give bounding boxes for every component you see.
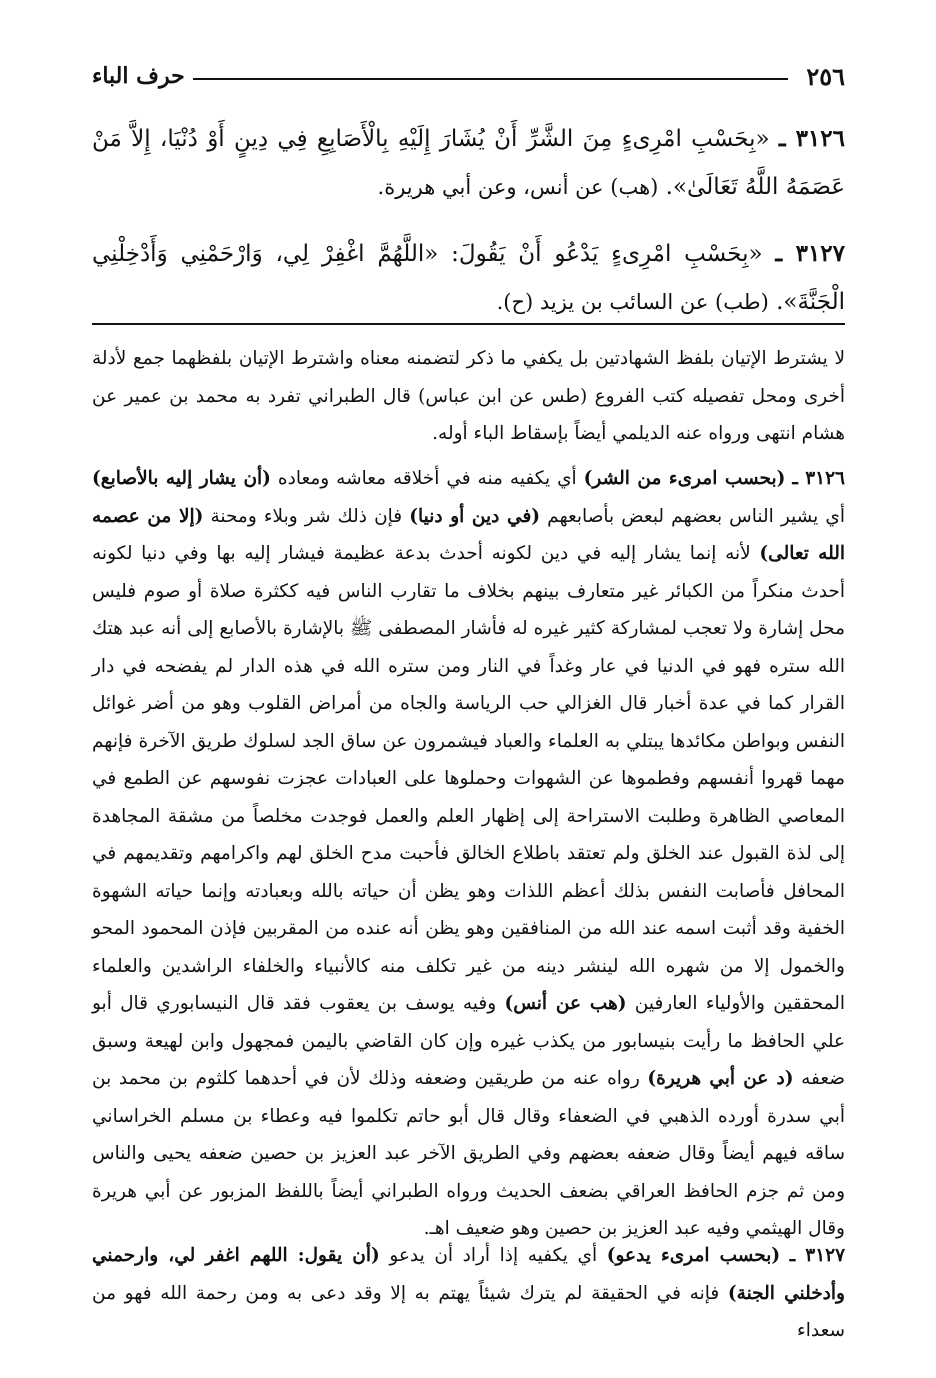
chapter-title: حرف الباء bbox=[92, 63, 185, 89]
commentary-text: أي يكفيه منه في أخلاقه معاشه ومعاده bbox=[277, 468, 577, 489]
commentary-text: لأنه إنما يشار إليه في دين لكونه أحدث بدعة عظيمة فيشار إليه بها وفي دنيا لكونه أحدث منكراً من الكبائر غير متعارف بينهم بخلاف ما تقارب الناس فيه ككثرة صلاة أو صوم فليس محل إشارة ولا تعجب لمشاركة كثير غيره له فأشار المصطفى ﷺ بالإشارة بالأصابع إلى أنه عبد هتك الله ستره فهو في الدنيا في عار وغداً في النار ومن ستره الله في هذه الدار لم يفضحه في دار القرار كما في عدة أخبار قال الغزالي حب الرياسة والجاه من أمراض القلوب وهو من أضر غوائل النفس وبواطن مكائدها يبتلي به العلماء والعباد فيشمرون عن ساق الجد لسلوك طريق الآخرة فإنهم مهما قهروا أنفسهم وفطموها عن الشهوات وحملوها على العبادات عجزت نفوسهم عن الطمع في المعاصي الظاهرة وطلبت الاستراحة إلى إظهار العلم والعمل فوجدت مخلصاً من مشقة المجاهدة إلى لذة القبول عند الخلق ولم تعتقد باطلاع الخالق فأحبت مدح الخلق لهم واكرامهم وتقديمهم في المحافل فأصابت النفس بذلك أعظم اللذات وهو يظن أن حياته بالله وبعبادته وإنما حياته الشهوة الخفية وقد أثبت اسمه عند الله من المنافقين وهو يظن أنه عنده من المقربين فإذن المحمود المحو والخمول إلا من شهره الله لينشر دينه من غير تكلف منه كالأنبياء والخلفاء الراشدين والعلماء المحققين والأولياء العارفين bbox=[92, 543, 845, 1014]
hadith-text: «بِحَسْبِ امْرِىءٍ مِنَ الشَّرِّ أَنْ يُشَارَ إِلَيْهِ بِالْأَصَابِعِ فِي دِينٍ أَوْ دُنْيَا، إِلاَّ مَنْ عَصَمَهُ اللَّهُ تَعَالَىٰ». bbox=[92, 126, 845, 200]
commentary-text: فإن ذلك شر وبلاء ومحنة bbox=[210, 505, 403, 527]
hadith-source: (هب) عن أنس، وعن أبي هريرة. bbox=[377, 175, 659, 199]
hadith-3127 bbox=[92, 230, 845, 326]
commentary-quote: (إلا من عصمه الله تعالى) bbox=[92, 505, 846, 564]
commentary-3126 bbox=[92, 460, 845, 1248]
hadith-number: ٣١٢٦ ـ bbox=[778, 125, 845, 152]
hadith-text: «بِحَسْبِ امْرِىءٍ يَدْعُو أَنْ يَقُولَ: «اللَّهُمَّ اغْفِرْ لِي، وَارْحَمْنِي وَأَدْخِلْنِي الْجَنَّةَ». bbox=[92, 241, 845, 315]
commentary-text: أي يكفيه إذا أراد أن يدعو bbox=[389, 1245, 598, 1266]
commentary-text: وفيه يوسف بن يعقوب فقد قال النيسابوري قال أبو علي الحافظ ما رأيت بنيسابور من يكذب غيره وإن كان القاضي باليمن فمجهول وابن لهيعة وسبق ضعفه bbox=[92, 993, 845, 1089]
page-header bbox=[92, 58, 845, 94]
commentary-text: لا يشترط الإتيان بلفظ الشهادتين بل يكفي ما ذكر لتضمنه معناه واشترط الإتيان بلفظهما جمع لأدلة أخرى ومحل تفصيله كتب الفروع (طس عن ابن عباس) قال الطبراني تفرد به محمد بن عمير عن هشام انتهى ورواه عنه الديلمي أيضاً بإسقاط الباء أوله. bbox=[92, 348, 845, 444]
header-rule bbox=[193, 78, 789, 80]
commentary-text: أي يشير الناس بعضهم لبعض بأصابعهم bbox=[547, 505, 845, 527]
commentary-quote: (بحسب امرىء يدعو) bbox=[606, 1245, 781, 1266]
page-number: ٢٥٦ bbox=[806, 61, 845, 91]
hadith-number: ٣١٢٧ ـ bbox=[775, 240, 846, 267]
commentary-intro bbox=[92, 340, 845, 453]
footnote-divider bbox=[92, 323, 845, 325]
commentary-quote: (أن يشار إليه بالأصابع) bbox=[92, 468, 271, 489]
commentary-number: ٣١٢٦ ـ bbox=[792, 468, 845, 489]
commentary-quote: (في دين أو دنيا) bbox=[409, 505, 541, 527]
commentary-quote: (أن يقول: اللهم اغفر لي، وارحمني وأدخلني الجنة) bbox=[92, 1245, 845, 1304]
commentary-text: رواه عنه من طريقين وضعفه وذلك لأن في أحدهما كلثوم بن محمد بن أبي سدرة أورده الذهبي في الضعفاء وقال قال أبو حاتم تكلموا فيه وعطاء بن مسلم الخراساني ساقه فيهم أيضاً وقال ضعفه بعضهم وفي الطريق الآخر عبد العزيز بن حصين ضعفه يحيى والناس ومن ثم جزم الحافظ العراقي بضعف الحديث ورواه الطبراني أيضاً باللفظ المزبور عن أبي هريرة وقال الهيثمي وفيه عبد العزيز بن حصين وهو ضعيف اهـ. bbox=[92, 1068, 845, 1239]
hadith-source: (طب) عن السائب بن يزيد (ح). bbox=[496, 290, 769, 314]
commentary-quote: (بحسب امرىء من الشر) bbox=[583, 468, 786, 489]
commentary-source: (هب عن أنس) bbox=[504, 993, 627, 1014]
commentary-text: فإنه في الحقيقة لم يترك شيئاً يهتم به إلا وقد دعى به ومن رحمة الله فهو من سعداء bbox=[92, 1282, 845, 1341]
commentary-3127 bbox=[92, 1237, 845, 1350]
commentary-source: (د عن أبي هريرة) bbox=[647, 1068, 794, 1089]
hadith-3126 bbox=[92, 115, 845, 211]
commentary-number: ٣١٢٧ ـ bbox=[789, 1245, 846, 1266]
